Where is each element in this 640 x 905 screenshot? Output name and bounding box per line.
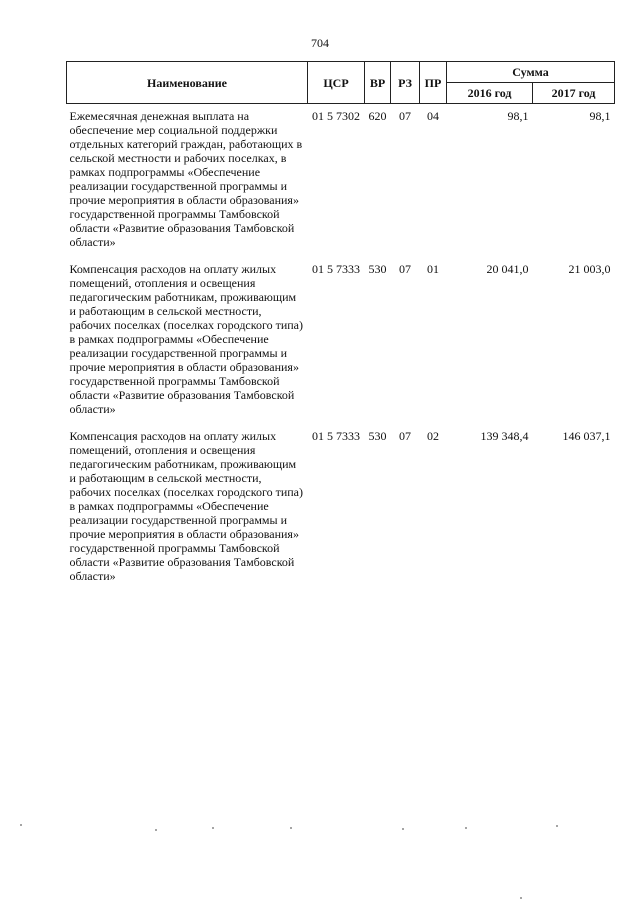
row-vr: 530 <box>368 262 387 276</box>
row-sum-2017: 21 003,0 <box>568 262 611 276</box>
row-csr: 01 5 7333 <box>312 262 360 276</box>
row-sum-2017: 146 037,1 <box>562 429 611 443</box>
header-name: Наименование <box>67 62 308 104</box>
table-row <box>67 262 615 429</box>
scan-speck <box>465 827 467 829</box>
row-name: Компенсация расходов на оплату жилых помещений, отопления и освещения педагогическим работникам, проживающим и работающим в сельской местности, рабочих поселках (поселках городского типа) в рамках подпрограммы «Обеспечение реализации государственной программы и прочие мероприятия в области образования» государственной программы Тамбовской области «Развитие образования Тамбовской области» <box>69 429 304 583</box>
scan-speck <box>155 829 157 831</box>
row-pr: 01 <box>427 262 439 276</box>
row-vr: 620 <box>368 109 387 123</box>
row-rz: 07 <box>399 109 411 123</box>
table-row <box>67 104 615 263</box>
header-vr: ВР <box>365 62 391 104</box>
scan-speck <box>212 827 214 829</box>
header-csr: ЦСР <box>308 62 365 104</box>
row-vr: 530 <box>368 429 387 443</box>
table-row <box>67 429 615 596</box>
budget-table <box>66 61 615 596</box>
scan-speck <box>402 828 404 830</box>
header-sum: Сумма <box>447 62 615 83</box>
row-name: Компенсация расходов на оплату жилых помещений, отопления и освещения педагогическим работникам, проживающим и работающим в сельской местности, рабочих поселках (поселках городского типа) в рамках подпрограммы «Обеспечение реализации государственной программы и прочие мероприятия в области образования» государственной программы Тамбовской области «Развитие образования Тамбовской области» <box>69 262 304 416</box>
header-year-2016: 2016 год <box>447 83 533 104</box>
row-csr: 01 5 7333 <box>312 429 360 443</box>
scan-speck <box>556 825 558 827</box>
header-pr: ПР <box>420 62 447 104</box>
row-sum-2016: 98,1 <box>507 109 529 123</box>
row-sum-2016: 20 041,0 <box>486 262 529 276</box>
page-number: 704 <box>311 36 329 50</box>
scan-speck <box>20 824 22 826</box>
row-sum-2016: 139 348,4 <box>480 429 529 443</box>
header-year-2017: 2017 год <box>533 83 615 104</box>
scan-speck <box>520 897 522 899</box>
row-name: Ежемесячная денежная выплата на обеспечение мер социальной поддержки отдельных категорий граждан, работающих в сельской местности и рабочих поселках, в рамках подпрограммы «Обеспечение реализации государственной программы и прочие мероприятия в области образования» государственной программы Тамбовской области «Развитие образования Тамбовской области» <box>69 109 303 249</box>
row-pr: 02 <box>427 429 439 443</box>
row-sum-2017: 98,1 <box>589 109 611 123</box>
row-pr: 04 <box>427 109 439 123</box>
row-rz: 07 <box>399 262 411 276</box>
row-csr: 01 5 7302 <box>312 109 360 123</box>
scan-speck <box>290 827 292 829</box>
row-rz: 07 <box>399 429 411 443</box>
header-rz: РЗ <box>391 62 420 104</box>
